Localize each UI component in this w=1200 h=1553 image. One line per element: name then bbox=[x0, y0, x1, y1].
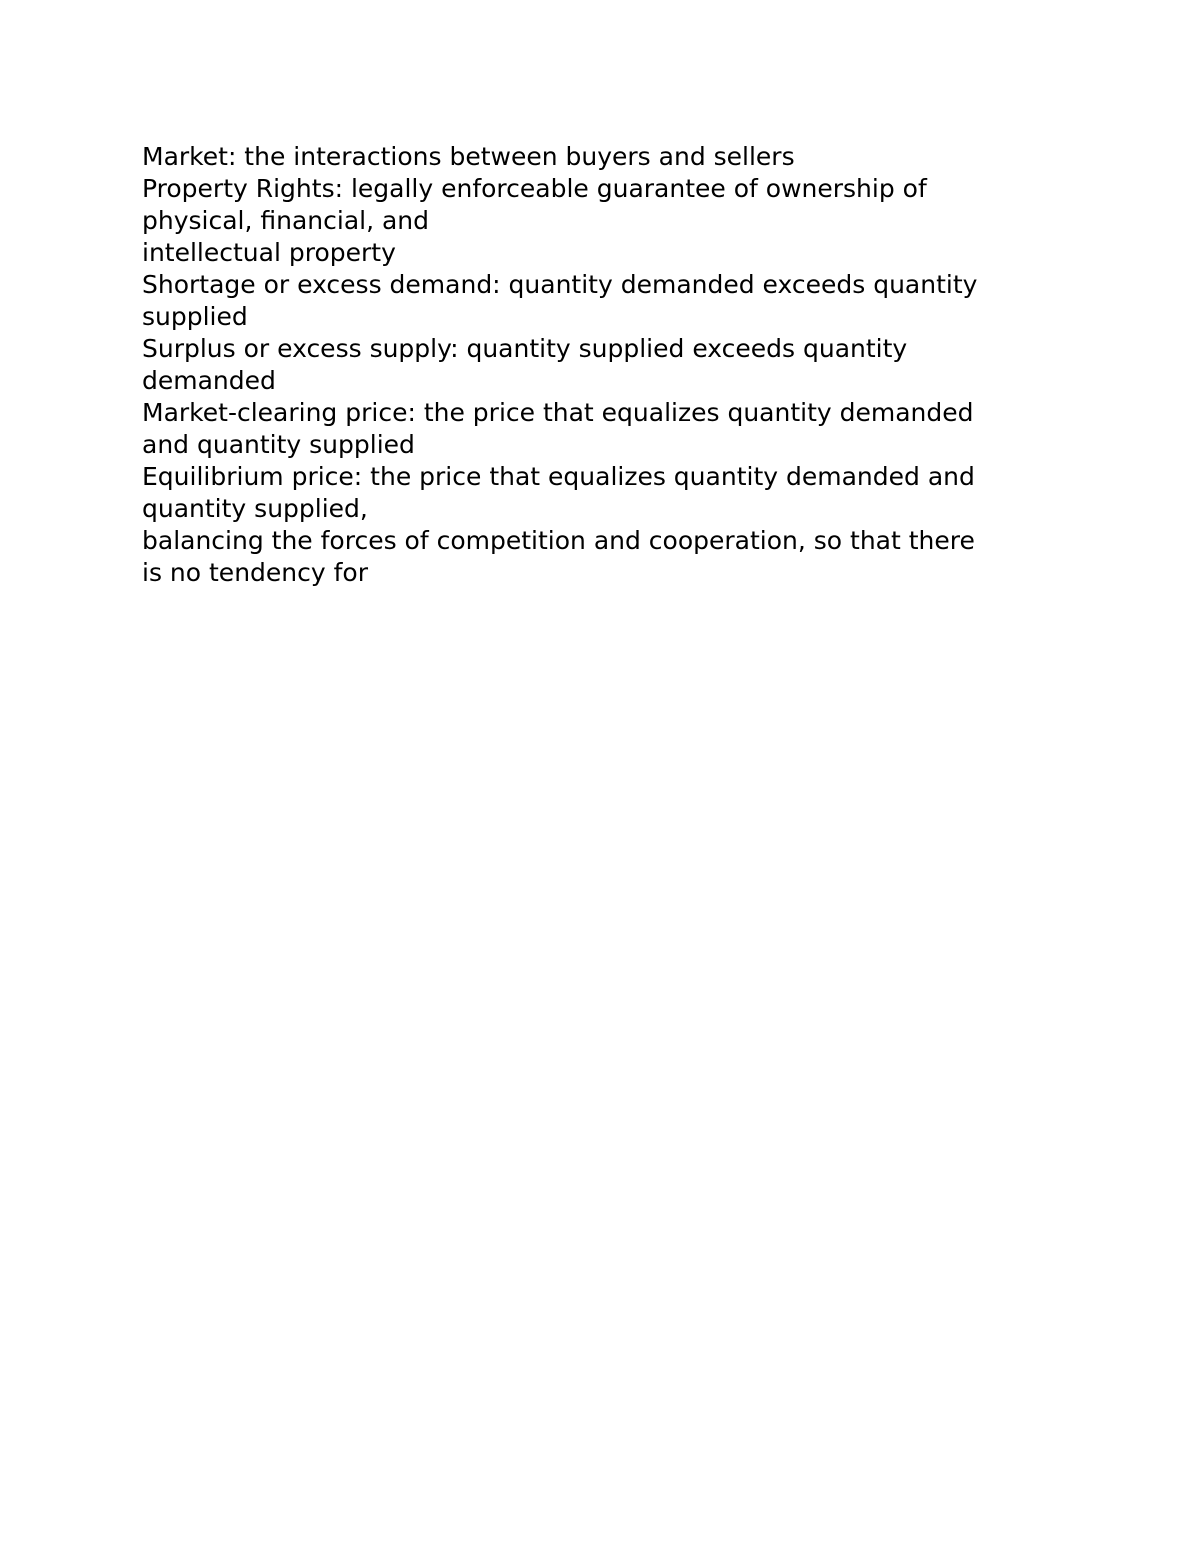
text-line: balancing the forces of competition and cooperation, so that there bbox=[142, 526, 975, 555]
text-line: quantity supplied, bbox=[142, 494, 368, 523]
text-line: demanded bbox=[142, 366, 276, 395]
text-line: Equilibrium price: the price that equalizes quantity demanded and bbox=[142, 462, 975, 491]
text-line: Property Rights: legally enforceable guarantee of ownership of bbox=[142, 174, 927, 203]
text-line: physical, financial, and bbox=[142, 206, 430, 235]
text-line: Shortage or excess demand: quantity demanded exceeds quantity bbox=[142, 270, 978, 299]
text-line: and quantity supplied bbox=[142, 430, 415, 459]
text-line: intellectual property bbox=[142, 238, 396, 267]
text-line: Market-clearing price: the price that equalizes quantity demanded bbox=[142, 398, 974, 427]
document-text bbox=[142, 141, 1072, 589]
text-line: Market: the interactions between buyers and sellers bbox=[142, 142, 795, 171]
text-line: is no tendency for bbox=[142, 558, 368, 587]
text-line: supplied bbox=[142, 302, 248, 331]
text-line: Surplus or excess supply: quantity supplied exceeds quantity bbox=[142, 334, 908, 363]
